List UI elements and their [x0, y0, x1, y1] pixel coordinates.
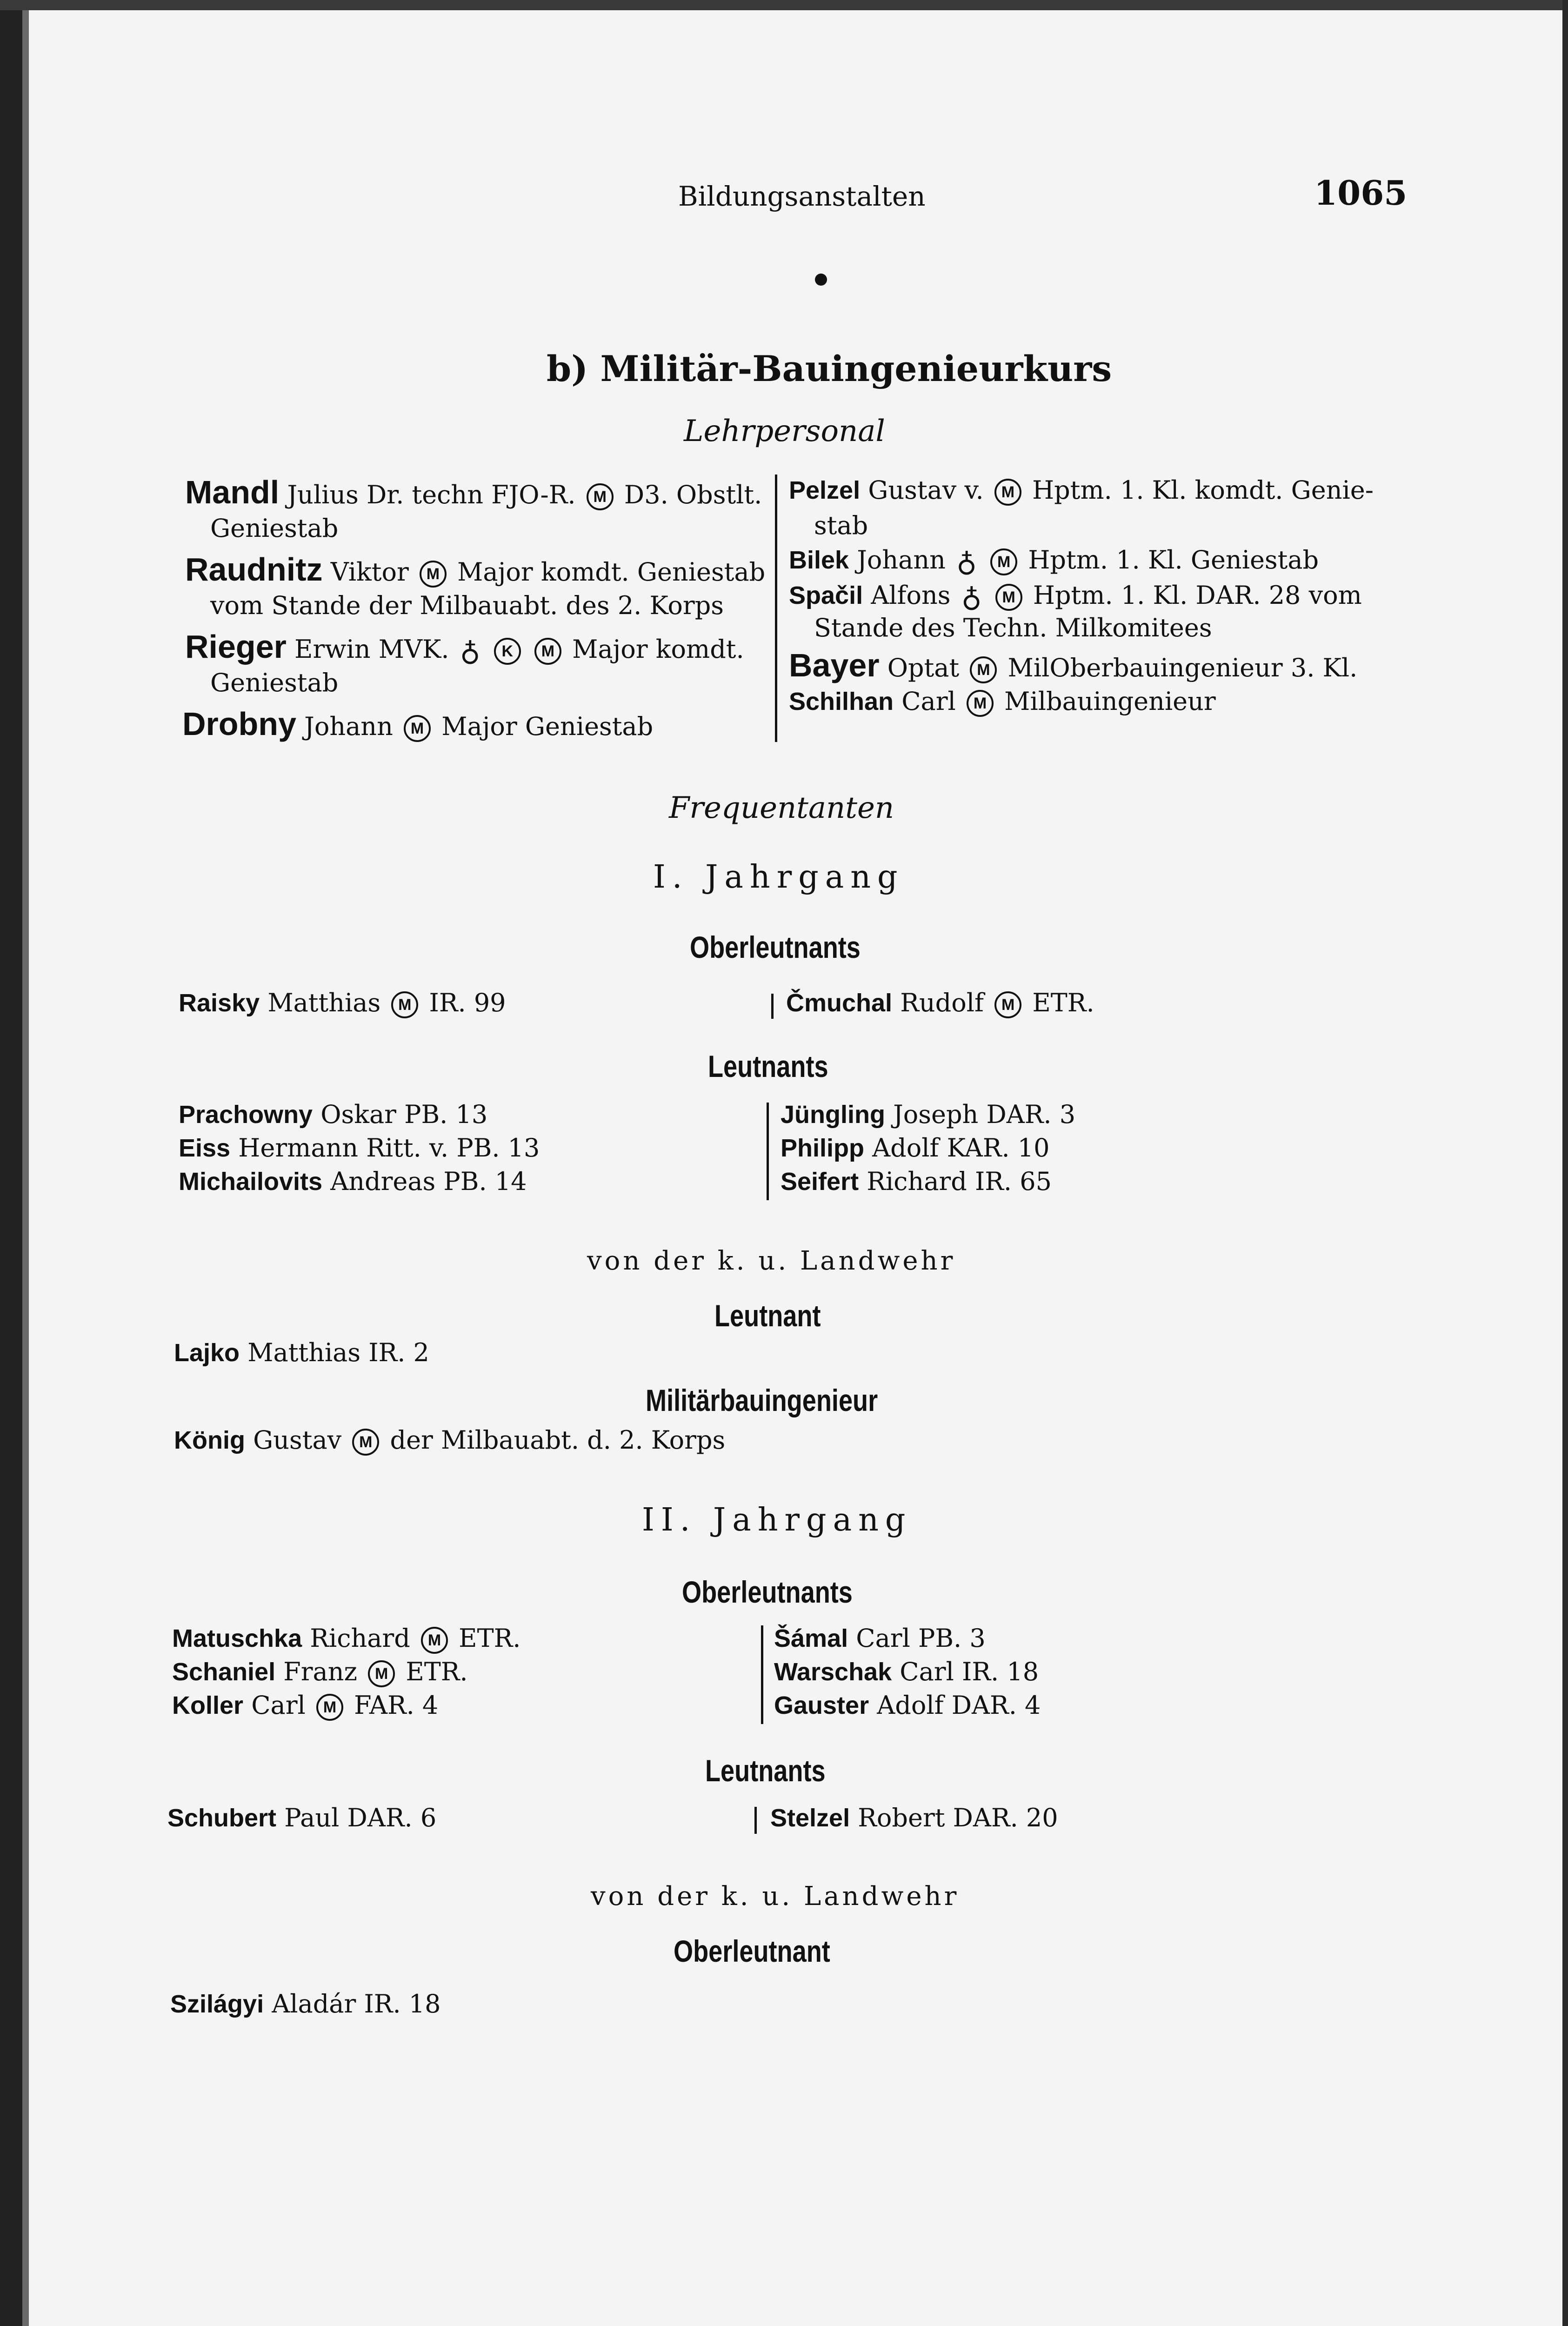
- staff-name: Drobny: [182, 706, 296, 742]
- staff-entry: Bilek Johann ♁ M Hptm. 1. Kl. Geniestab: [789, 545, 1319, 578]
- student-entry: Čmuchal Rudolf M ETR.: [786, 988, 1094, 1017]
- jahrgang-heading: I. Jahrgang: [653, 859, 904, 896]
- m-mark-icon: M: [352, 1429, 379, 1456]
- staff-name: Bayer: [789, 647, 880, 683]
- staff-entry: Schilhan Carl M Milbauingenieur: [789, 687, 1216, 716]
- student-entry: Warschak Carl IR. 18: [774, 1657, 1039, 1686]
- m-mark-icon: M: [391, 991, 418, 1018]
- student-entry: Matuschka Richard M ETR.: [172, 1624, 521, 1653]
- m-mark-icon: M: [534, 638, 561, 665]
- student-name: Eiss: [179, 1134, 231, 1162]
- m-mark-icon: M: [994, 479, 1021, 506]
- m-mark-icon: M: [970, 656, 997, 683]
- scan-edge-top: [0, 0, 1568, 10]
- landwehr-subheading: von der k. u. Landwehr: [591, 1881, 960, 1912]
- student-name: Schaniel: [172, 1658, 276, 1686]
- student-name: Matuschka: [172, 1624, 302, 1652]
- student-name: Seifert: [781, 1168, 859, 1196]
- student-entry: Schaniel Franz M ETR.: [172, 1657, 468, 1686]
- rank-heading: Militärbauingenieur: [646, 1383, 878, 1417]
- student-name: Warschak: [774, 1658, 892, 1686]
- staff-entry-continuation: Stande des Techn. Milkomitees: [814, 613, 1212, 642]
- staff-name: Spačil: [789, 582, 863, 609]
- student-entry: Gauster Adolf DAR. 4: [774, 1691, 1041, 1720]
- section-title: b) Militär-Bauingenieurkurs: [547, 348, 1112, 389]
- staff-entry: Raudnitz Viktor M Major komdt. Geniestab: [185, 551, 766, 588]
- staff-name: Mandl: [185, 474, 280, 510]
- scan-edge-right: [1562, 0, 1568, 2326]
- student-name: Szilágyi: [170, 1990, 264, 2018]
- student-name: Raisky: [179, 989, 260, 1017]
- running-header-title: Bildungsanstalten: [678, 180, 926, 212]
- scan-edge-shadow: [22, 0, 29, 2326]
- column-divider: [754, 1807, 757, 1834]
- student-name: Lajko: [174, 1339, 240, 1367]
- landwehr-subheading: von der k. u. Landwehr: [587, 1246, 956, 1276]
- student-name: Stelzel: [770, 1804, 850, 1832]
- student-entry: Jüngling Joseph DAR. 3: [781, 1100, 1076, 1129]
- staff-entry: Drobny Johann M Major Geniestab: [182, 706, 654, 742]
- m-mark-icon: M: [967, 690, 994, 717]
- rank-heading: Leutnants: [705, 1753, 826, 1788]
- student-entry: Szilágyi Aladár IR. 18: [170, 1989, 441, 2019]
- column-divider: [767, 1103, 769, 1200]
- staff-entry-continuation: vom Stande der Milbauabt. des 2. Korps: [210, 591, 724, 620]
- page-number: 1065: [1314, 173, 1408, 213]
- rank-heading: Oberleutnant: [674, 1934, 830, 1968]
- student-name: Jüngling: [781, 1101, 885, 1129]
- staff-name: Pelzel: [789, 476, 861, 504]
- m-mark-icon: M: [368, 1660, 395, 1687]
- student-entry: Eiss Hermann Ritt. v. PB. 13: [179, 1133, 540, 1163]
- rank-heading: Leutnant: [714, 1298, 821, 1333]
- bullet-dot: [815, 274, 827, 286]
- student-name: Koller: [172, 1691, 244, 1719]
- student-entry: Koller Carl M FAR. 4: [172, 1691, 439, 1720]
- staff-entry: Rieger Erwin MVK. ♁ K M Major komdt.: [185, 628, 744, 668]
- frequentanten-heading: Frequentanten: [669, 791, 894, 825]
- m-mark-icon: M: [421, 1627, 448, 1654]
- staff-entry: Mandl Julius Dr. techn FJO-R. M D3. Obstlt.: [185, 474, 762, 510]
- staff-entry: Bayer Optat M MilOberbauingenieur 3. Kl.: [789, 647, 1358, 683]
- student-entry: Šámal Carl PB. 3: [774, 1624, 986, 1653]
- staff-name: Rieger: [185, 628, 287, 665]
- student-entry: Seifert Richard IR. 65: [781, 1167, 1052, 1196]
- staff-name: Bilek: [789, 546, 849, 574]
- staff-name: Raudnitz: [185, 551, 323, 588]
- decoration-icon: ♁: [961, 581, 982, 614]
- m-mark-icon: M: [404, 715, 431, 742]
- student-entry: König Gustav M der Milbauabt. d. 2. Korps: [174, 1425, 726, 1455]
- student-entry: Philipp Adolf KAR. 10: [781, 1133, 1050, 1163]
- decoration-icon: ♁: [460, 635, 480, 668]
- lehrpersonal-heading: Lehrpersonal: [684, 414, 885, 448]
- staff-entry-continuation: stab: [814, 511, 868, 540]
- staff-entry-continuation: Geniestab: [210, 514, 339, 543]
- column-divider: [771, 994, 774, 1019]
- m-mark-icon: M: [420, 561, 447, 588]
- m-mark-icon: M: [990, 548, 1017, 575]
- student-name: Philipp: [781, 1134, 864, 1162]
- m-mark-icon: M: [994, 991, 1021, 1018]
- k-mark-icon: K: [494, 638, 521, 665]
- column-divider: [761, 1625, 763, 1724]
- student-entry: Raisky Matthias M IR. 99: [179, 988, 506, 1017]
- staff-entry: Pelzel Gustav v. M Hptm. 1. Kl. komdt. Genie-: [789, 475, 1374, 505]
- student-entry: Schubert Paul DAR. 6: [167, 1803, 437, 1832]
- rank-heading: Oberleutnants: [682, 1575, 853, 1609]
- staff-name: Schilhan: [789, 688, 894, 715]
- student-name: Šámal: [774, 1624, 848, 1652]
- staff-entry: Spačil Alfons ♁ M Hptm. 1. Kl. DAR. 28 vom: [789, 581, 1362, 614]
- student-entry: Stelzel Robert DAR. 20: [770, 1803, 1058, 1832]
- m-mark-icon: M: [995, 584, 1022, 611]
- rank-heading: Leutnants: [708, 1049, 828, 1083]
- m-mark-icon: M: [587, 483, 614, 510]
- m-mark-icon: M: [316, 1694, 343, 1721]
- student-entry: Prachowny Oskar PB. 13: [179, 1100, 488, 1129]
- student-name: König: [174, 1426, 245, 1454]
- rank-heading: Oberleutnants: [690, 930, 861, 964]
- decoration-icon: ♁: [956, 546, 977, 578]
- student-entry: Michailovits Andreas PB. 14: [179, 1167, 527, 1196]
- student-name: Michailovits: [179, 1168, 323, 1196]
- jahrgang-heading: II. Jahrgang: [642, 1502, 912, 1538]
- staff-entry-continuation: Geniestab: [210, 668, 339, 697]
- scan-edge-left: [0, 0, 22, 2326]
- student-name: Prachowny: [179, 1101, 313, 1129]
- student-name: Čmuchal: [786, 989, 893, 1017]
- student-name: Schubert: [167, 1804, 277, 1832]
- student-name: Gauster: [774, 1691, 869, 1719]
- column-divider: [775, 475, 777, 742]
- student-entry: Lajko Matthias IR. 2: [174, 1338, 429, 1367]
